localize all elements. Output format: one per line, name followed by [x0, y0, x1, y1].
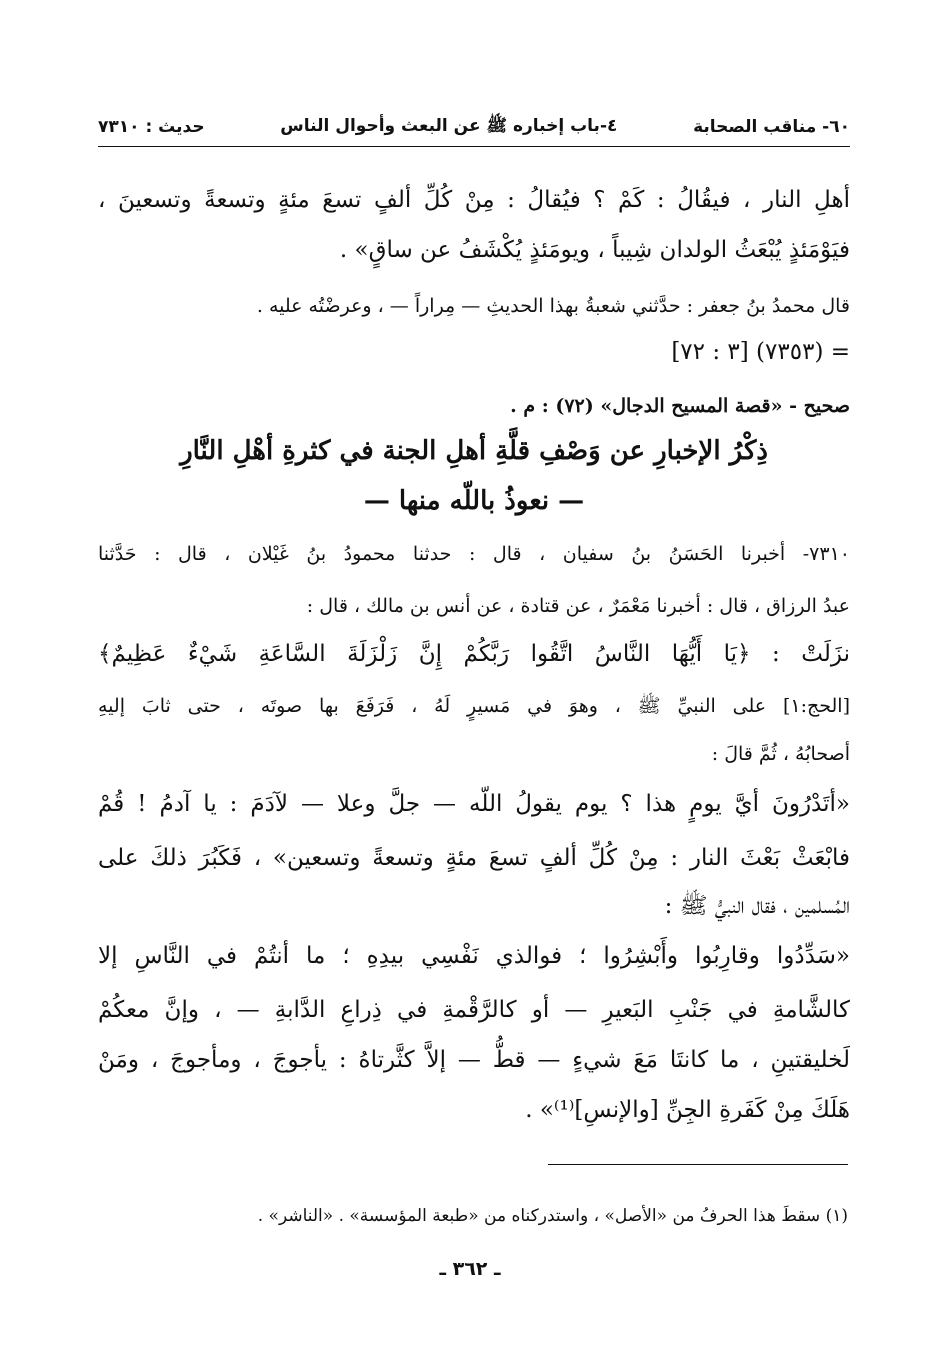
text-line: المُسلمين ، فقال النبيُّ ﷺ :	[664, 893, 850, 919]
text-line: عبدُ الرزاق ، قال : أخبرنا مَعْمَرٌ ، عن قتادة ، عن أنس بن مالك ، قال :	[306, 595, 850, 617]
text-line: «سَدِّدُوا وقارِبُوا وأَبْشِرُوا ؛ فوالذي نَفْسِي بيدِهِ ؛ ما أنتُمْ في النَّاسِ إلا	[98, 943, 850, 969]
cross-reference: = (٧٣٥٣) [٣ : ٧٢]	[671, 339, 850, 365]
running-header	[98, 110, 850, 144]
text-line: أصحابُهُ ، ثُمَّ قالَ :	[711, 743, 850, 765]
header-hadith-ref: حديث : ٧٣١٠	[98, 117, 205, 137]
text-line: «أتَدْرُونَ أيَّ يومٍ هذا ؟ يوم يقولُ اللّه — جلَّ وعلا — لآدَمَ : يا آدمُ ! قُمْ	[98, 791, 850, 817]
text-line: أهلِ النار ، فيقُالُ : كَمْ ؟ فيُقالُ : مِنْ كُلِّ ألفٍ تسعَ مئةٍ وتسعةً وتسعينَ ،	[98, 187, 850, 213]
text-line: قال محمدُ بنُ جعفر : حدَّثني شعبةُ بهذا الحديثِ — مِراراً — ، وعرضْتُه عليه .	[256, 295, 850, 317]
quran-verse-line: نزَلَتْ : ﴿يَا أَيُّهَا النَّاسُ اتَّقُوا رَبَّكُمْ إِنَّ زَلْزَلَةَ السَّاعَةِ شَيْءٌ عَظِيمٌ﴾	[98, 641, 850, 667]
text-line: فابْعَثْ بَعْثَ النار : مِنْ كُلِّ ألفٍ تسعَ مئةٍ وتسعةً وتسعين» ، فَكَبُرَ ذلكَ على	[98, 845, 850, 871]
section-heading-subtitle: — نعوذُ باللّه منها —	[363, 486, 585, 516]
grading-line: صحيح - «قصة المسيح الدجال» (٧٢) : م .	[510, 395, 850, 417]
footnote-divider	[548, 1164, 848, 1165]
text-line: كالشَّامةِ في جَنْبِ البَعيرِ — أو كالرَّقْمةِ في ذِراعِ الدَّابةِ — ، وإنَّ معكُمْ	[98, 997, 850, 1023]
footnote: (١) سقطَ هذا الحرفُ من «الأصل» ، واستدركناه من «طبعة المؤسسة» . «الناشر» .	[257, 1206, 848, 1226]
header-book-section: ٦٠- مناقب الصحابة	[693, 117, 850, 137]
text-line: ٧٣١٠- أخبرنا الحَسَنُ بنُ سفيان ، قال : حدثنا محمودُ بنُ غَيْلان ، قال : حَدَّثنا	[98, 543, 850, 565]
text-line: [الحج:١] على النبيِّ ﷺ ، وهوَ في مَسيرٍ لَهُ ، فَرَفَعَ بها صوتَه ، حتى ثابَ إليهِ	[98, 695, 850, 717]
section-heading: ذِكْرُ الإخبارِ عن وَصْفِ قلَّةِ أهلِ الجنة في كثرةِ أهْلِ النَّارِ	[180, 436, 768, 466]
text-line: فيَوْمَئذٍ يُبْعَثُ الولدان شِيباً ، ويومَئذٍ يُكْشَفُ عن ساقٍ» .	[339, 237, 850, 263]
text-line: لَخليقتينِ ، ما كانتَا مَعَ شيءٍ — قطُّ — إلاَّ كثَّرتاهُ : يأجوجَ ، ومأجوجَ ، ومَنْ	[98, 1047, 850, 1073]
header-chapter: ٤-باب إخباره ﷺ عن البعث وأحوال الناس	[280, 115, 618, 136]
text-line: هَلَكَ مِنْ كَفَرةِ الجِنِّ [والإنسِ]⁽¹⁾» .	[525, 1097, 850, 1123]
page-number: ـ ٣٦٢ ـ	[439, 1258, 501, 1280]
header-divider	[98, 146, 850, 147]
